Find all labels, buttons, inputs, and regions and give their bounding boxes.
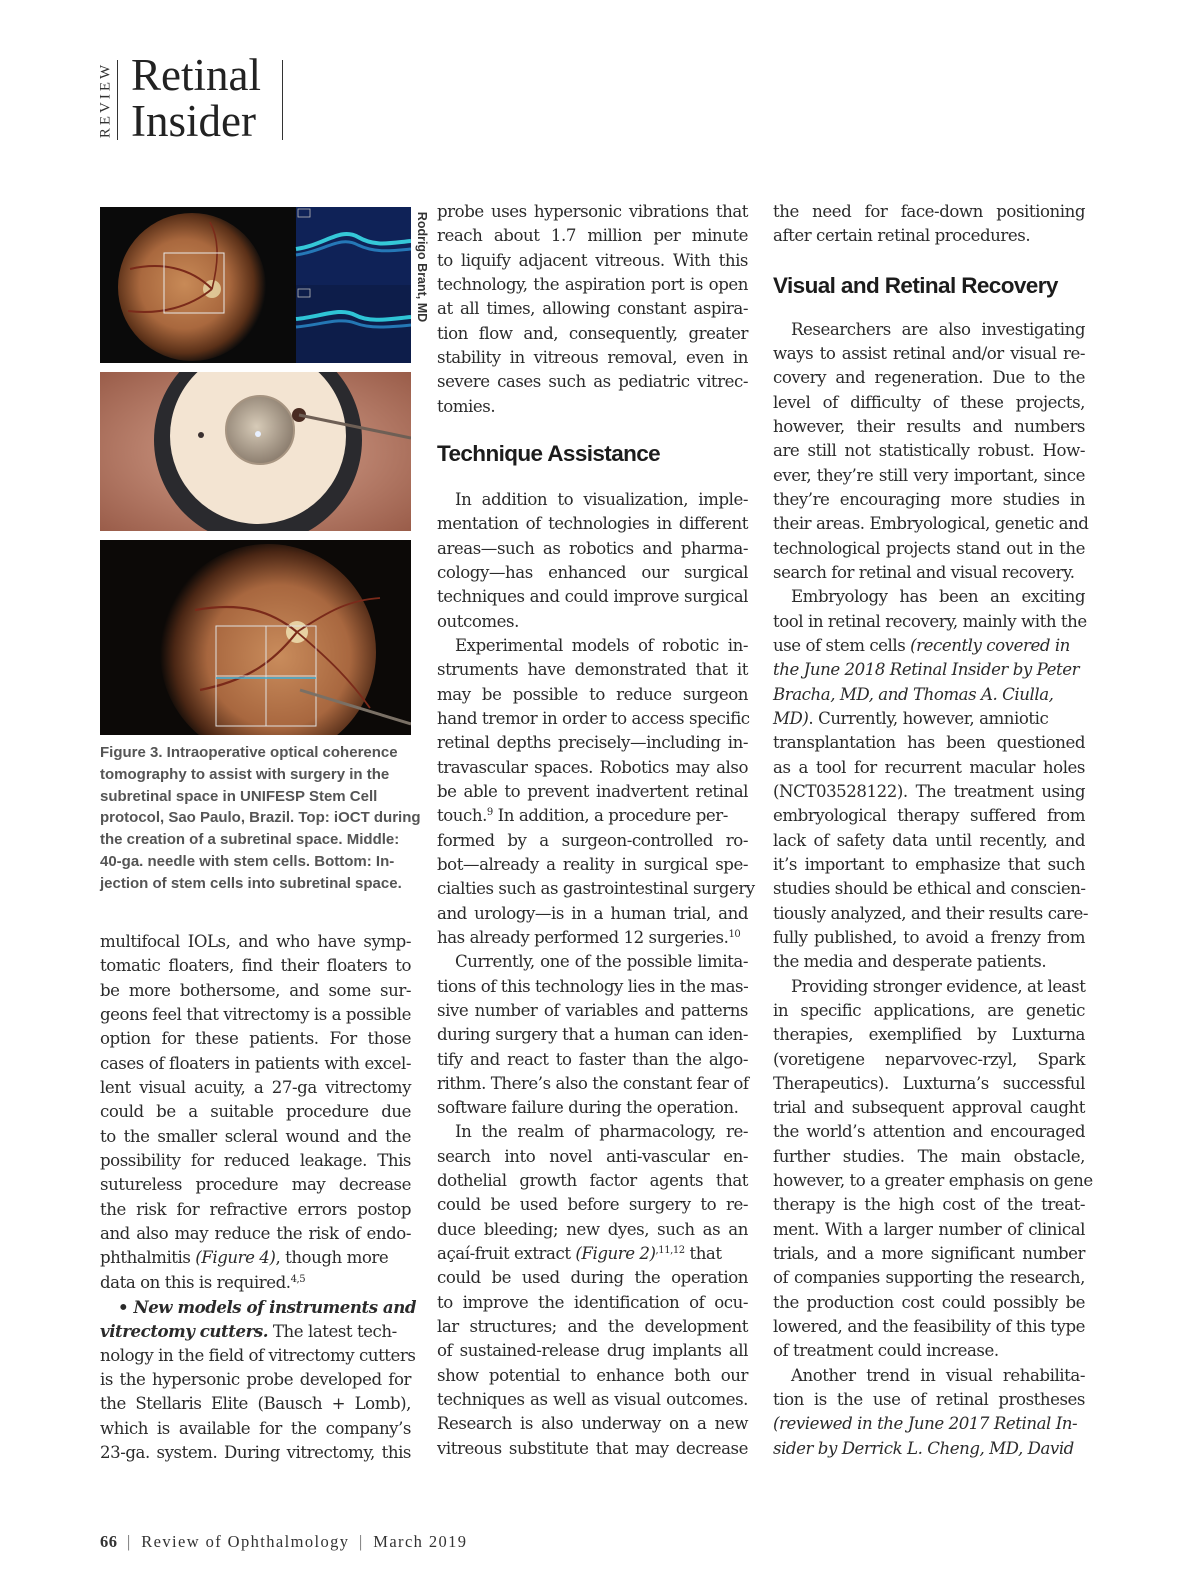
caption-line: protocol, Sao Paulo, Brazil. Top: iOCT during [100,809,421,827]
body-column-3 [773,200,1093,1461]
figure-caption [100,742,421,895]
text-line: and urology—is in a human trial, and [437,903,748,923]
footer-separator: | [359,1532,364,1551]
text-line: they’re encouraging more studies in [773,489,1085,509]
text-line: of sustained-release drug implants all [437,1341,748,1361]
text-line: nology in the field of vitrectomy cutters [100,1345,416,1365]
citation: 4,5 [290,1273,306,1285]
text-line: to the smaller scleral wound and the [100,1126,411,1146]
text-line: outcomes. [437,611,519,631]
text-line: and also may reduce the risk of endo- [100,1223,411,1243]
text-line: tiously analyzed, and their results care- [773,903,1088,923]
run-in-heading: vitrectomy cutters. [100,1321,269,1342]
section-label: REVIEW [97,61,114,139]
text-line: tions of this technology lies in the mas- [437,976,749,996]
journal-name: Review of Ophthalmology [141,1532,350,1551]
text-line: the June 2018 Retinal Insider by Peter [773,660,1080,680]
text-line: açaí-fruit extract (Figure 2)$^{,11,12}$ that [437,1244,722,1264]
text-line: the media and desperate patients. [773,952,1047,972]
figure-reference: (Figure 4) [195,1248,276,1268]
text-line: trial and subsequent approval caught [773,1098,1085,1118]
text-line: data on this is required.$^{4,5}$ [100,1272,306,1292]
text-line: during surgery that a human can iden- [437,1025,748,1045]
text-line: vitreous substitute that may decrease [437,1438,748,1458]
ioct-image [100,207,411,363]
text-line: ever, they’re still very important, since [773,465,1085,485]
text-line: is the hypersonic probe developed for [100,1369,411,1389]
column-title-line2: Insider [131,96,256,146]
footer-separator: | [127,1532,132,1551]
text-line: Bracha, MD, and Thomas A. Ciulla, [773,684,1054,704]
text-line: possibility for reduced leakage. This [100,1150,411,1170]
text-line: struments have demonstrated that it [437,660,748,680]
page-number: 66 [100,1532,118,1551]
text-line: may be possible to reduce surgeon [437,684,748,704]
caption-line: subretinal space in UNIFESP Stem Cell [100,787,378,805]
text-line: could be used during the operation [437,1268,748,1288]
text-line: sive number of variables and patterns [437,1000,748,1020]
text-line: therapies, exemplified by Luxturna [773,1025,1085,1045]
text-line: 23-ga. system. During vitrectomy, this [100,1442,411,1462]
text-line: it’s important to emphasize that such [773,854,1085,874]
text-line: in specific applications, are genetic [773,1000,1085,1020]
text-line: search for retinal and visual recovery. [773,562,1075,582]
text-line: duce bleeding; new dyes, such as an [437,1219,748,1239]
text-line: mentation of technologies in different [437,514,748,534]
text-line: rithm. There’s also the constant fear of [437,1073,749,1093]
citation: 10 [728,928,741,940]
section-heading: Visual and Retinal Recovery [773,272,1058,298]
text-line: software failure during the operation. [437,1098,739,1118]
masthead-divider-left [117,60,118,140]
figure-photo-injection [100,540,411,735]
caption-line: 40-ga. needle with stem cells. Bottom: In- [100,852,395,870]
text-line: tomatic floaters, find their floaters to [100,956,411,976]
text-line: cialties such as gastrointestinal surgery [437,879,755,899]
text-line: (reviewed in the June 2017 Retinal In- [773,1414,1078,1434]
text-line: the production cost could possibly be [773,1292,1085,1312]
text-line: however, their results and numbers [773,416,1085,436]
text-line: (NCT03528122). The treatment using [773,781,1085,801]
text-line: Providing stronger evidence, at least [791,976,1086,996]
text-line: use of stem cells (recently covered in [773,635,1070,655]
body-column-2 [437,200,755,1461]
text-line: lowered, and the feasibility of this type [773,1317,1085,1337]
text-line: severe cases such as pediatric vitrec- [437,372,748,392]
text-line: Embryology has been an exciting [791,587,1085,607]
text-line: In the realm of pharmacology, re- [455,1122,748,1142]
text-line: their areas. Embryological, genetic and [773,514,1089,534]
text-line: could be used before surgery to re- [437,1195,748,1215]
needle-image [100,372,411,531]
text-line: tomies. [437,396,496,416]
text-line: embryological therapy suffered from [773,806,1085,826]
page-footer [100,1532,467,1552]
text-line: therapy is the high cost of the treat- [773,1195,1085,1215]
text-line: cases of floaters in patients with excel- [100,1053,411,1073]
text-line: lent visual acuity, a 27-ga vitrectomy [100,1077,411,1097]
text-line: has already performed 12 surgeries.$^{10}$ [437,927,741,947]
text-line: technological projects stand out in the [773,538,1085,558]
text-line: show potential to enhance both our [437,1365,748,1385]
text-line: phthalmitis (Figure 4), though more [100,1248,389,1268]
text-line: to liquify adjacent vitreous. With this [437,250,748,270]
section-heading: Technique Assistance [437,440,661,466]
text-line: lack of safety data until recently, and [773,830,1085,850]
text-line: of companies supporting the research, [773,1268,1085,1288]
text-line: cology—has enhanced our surgical [437,562,748,582]
text-line: hand tremor in order to access specific [437,708,750,728]
text-line: after certain retinal procedures. [773,226,1031,246]
run-in-heading: New models of instruments and [133,1296,416,1317]
figure-reference: (Figure 2) [575,1244,656,1264]
text-line: tion flow and, consequently, greater [437,323,748,343]
column-title [131,52,281,144]
masthead [96,50,296,146]
text-line: covery and regeneration. Due to the [773,368,1085,388]
text-line: studies should be ethical and conscien- [773,879,1086,899]
citation: ,11,12 [655,1245,685,1257]
text-line: (voretigene neparvovec-rzyl, Spark [773,1049,1085,1069]
text-line: vitrectomy cutters. The latest tech- [100,1321,397,1342]
text-line: Research is also underway on a new [437,1414,748,1434]
photo-credit: Rodrigo Brant, MD [415,211,429,323]
text-line: could be a suitable procedure due [100,1102,411,1122]
caption-line: Figure 3. Intraoperative optical coherence [100,744,398,761]
text-line: lar structures; and the development [437,1317,748,1337]
text-line: Researchers are also investigating [791,319,1085,339]
text-line: ment. With a larger number of clinical [773,1219,1085,1239]
text-line: technology, the aspiration port is open [437,274,748,294]
citation: 9 [486,807,493,819]
text-line: at all times, allowing constant aspira- [437,299,748,319]
text-line: sutureless procedure may decrease [100,1175,411,1195]
caption-line: the creation of a subretinal space. Middle: [100,831,400,849]
caption-line: tomography to assist with surgery in the [100,765,390,783]
text-line: trials, and a more significant number [773,1244,1085,1264]
body-column-1 [100,930,416,1465]
figure-photo-ioct [100,207,411,363]
text-line: In addition to visualization, imple- [455,489,748,509]
text-line: probe uses hypersonic vibrations that [437,202,748,221]
text-line: search into novel anti-vascular en- [437,1146,748,1166]
text-line: the need for face-down positioning [773,202,1085,221]
text-line: transplantation has been questioned [773,733,1085,753]
text-line: option for these patients. For those [100,1029,411,1049]
text-line: fully published, to avoid a frenzy from [773,927,1085,947]
text-line: to improve the identification of ocu- [437,1292,748,1312]
text-line: reach about 1.7 million per minute [437,226,748,246]
text-line: dothelial growth factor agents that [437,1171,748,1191]
text-line: of treatment could increase. [773,1341,999,1361]
text-line: • New models of instruments and [118,1296,416,1317]
text-line: Another trend in visual rehabilita- [791,1365,1085,1385]
text-line: further studies. The main obstacle, [773,1146,1085,1166]
text-line: techniques as well as visual outcomes. [437,1390,748,1410]
text-line: however, to a greater emphasis on gene [773,1171,1093,1191]
text-line: which is available for the company’s [100,1418,411,1438]
column-title-line1: Retinal [131,50,261,100]
text-line: the risk for refractive errors postop [100,1199,411,1219]
text-line: be more bothersome, and some sur- [100,980,411,1000]
text-line: tify and react to faster than the algo- [437,1049,748,1069]
text-line: areas—such as robotics and pharma- [437,538,748,558]
text-line: Therapeutics). Luxturna’s successful [773,1073,1085,1093]
injection-image [100,540,411,735]
text-line: ways to assist retinal and/or visual re- [773,343,1085,363]
text-line: are still not statistically robust. How- [773,441,1085,461]
text-line: sider by Derrick L. Cheng, MD, David [773,1438,1074,1458]
masthead-divider-right [282,60,283,140]
text-line: touch.$^9$ In addition, a procedure per- [437,806,728,826]
text-line: formed by a surgeon-controlled ro- [437,830,748,850]
text-line: MD). Currently, however, amniotic [773,708,1049,728]
text-line: as a tool for recurrent macular holes [773,757,1085,777]
text-line: tion is the use of retinal prostheses [773,1390,1085,1410]
text-line: Experimental models of robotic in- [455,635,748,655]
text-line: level of difficulty of these projects, [773,392,1085,412]
text-line: tool in retinal recovery, mainly with the [773,611,1087,631]
text-line: techniques and could improve surgical [437,587,748,607]
text-line: bot—already a reality in surgical spe- [437,854,748,874]
text-line: the world’s attention and encouraged [773,1122,1085,1142]
text-line: geons feel that vitrectomy is a possible [100,1004,411,1024]
caption-line: jection of stem cells into subretinal space. [100,874,402,892]
text-line: stability in vitreous removal, even in [437,347,748,367]
text-line: travascular spaces. Robotics may also [437,757,748,777]
text-line: the Stellaris Elite (Bausch + Lomb), [100,1394,411,1414]
text-line: multifocal IOLs, and who have symp- [100,932,411,951]
issue-date: March 2019 [373,1532,468,1551]
text-line: retinal depths precisely—including in- [437,733,748,753]
text-line: Currently, one of the possible limita- [455,952,748,972]
text-line: be able to prevent inadvertent retinal [437,781,748,801]
figure-photo-needle [100,372,411,531]
